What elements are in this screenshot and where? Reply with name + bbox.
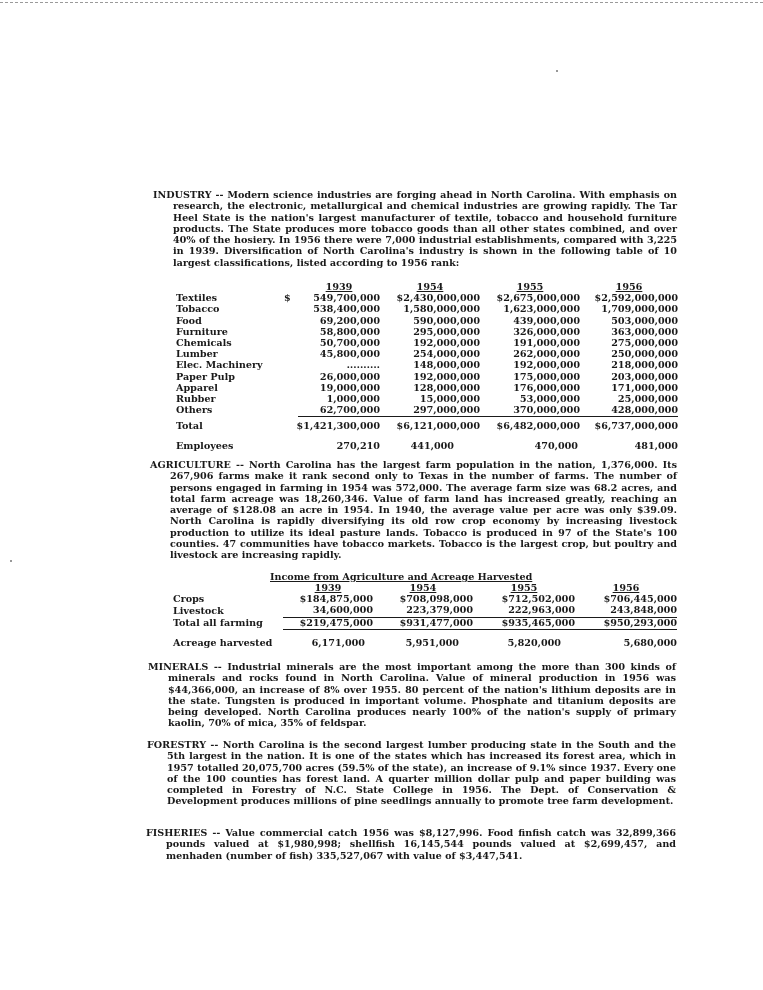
table-cell: 250,000,000 — [611, 349, 678, 361]
table-cell: 363,000,000 — [611, 326, 678, 338]
table-cell: 62,700,000 — [298, 405, 380, 417]
table-cell: 441,000 — [410, 440, 454, 452]
table-row — [173, 605, 677, 617]
table-cell: $706,445,000 — [603, 594, 677, 606]
year-header: 1954 — [409, 583, 437, 594]
table-cell: $2,675,000,000 — [496, 293, 580, 305]
table-cell: 192,000,000 — [413, 371, 480, 383]
page-speck — [10, 560, 12, 562]
row-label: Paper Pulp — [176, 371, 235, 383]
table-cell: 254,000,000 — [413, 349, 480, 361]
row-label: Chemicals — [176, 338, 232, 350]
row-label: Total all farming — [173, 617, 263, 629]
table-row — [173, 594, 677, 605]
industry-table-header — [176, 282, 678, 293]
table-row — [176, 383, 678, 394]
table-cell: 203,000,000 — [611, 371, 678, 383]
table-row — [176, 338, 678, 349]
row-label: Employees — [176, 440, 234, 452]
table-row — [176, 394, 678, 405]
table-cell: 243,848,000 — [575, 605, 677, 617]
table-cell: 192,000,000 — [413, 338, 480, 350]
industry-section — [153, 190, 677, 269]
table-cell: 223,379,000 — [373, 605, 473, 617]
table-cell: $6,737,000,000 — [594, 421, 678, 433]
row-label: Total — [176, 421, 203, 433]
fisheries-text: -- Value commercial catch 1956 was $8,127,996. Food finfish catch was 32,899,366 pounds valued at $1,980,998; shellfish 16,145,544 pounds valued at $2,699,457, and menhaden (number of fish) 335,527,067 with value of $3,447,541. — [166, 828, 676, 862]
employees-row — [176, 433, 678, 452]
row-label: Lumber — [176, 349, 218, 361]
table-cell: 297,000,000 — [380, 405, 480, 417]
forestry-text: -- North Carolina is the second largest lumber producing state in the South and the 5th largest in the nation. It is one of the states which has increased its forest area, which in 1957 totalled 20,075,700 acres (59.5% of the state), an increase of 9.1% since 1937. Every one of the 100 counties has forest land. A quarter million dollar pulp and paper building was completed in Forestry of N.C. State College in 1956. The Dept. of Conservation & Development produces millions of pine seedlings annually to promote tree farm development. — [167, 740, 676, 808]
row-label: Furniture — [176, 326, 228, 338]
table-cell: 270,210 — [336, 440, 380, 452]
year-header: 1956 — [612, 583, 640, 594]
table-cell: $931,477,000 — [373, 617, 473, 629]
table-cell: .......... — [346, 360, 380, 372]
table-row — [176, 316, 678, 327]
table-cell: 470,000 — [534, 440, 578, 452]
table-cell: 5,951,000 — [405, 637, 459, 649]
table-cell: 6,171,000 — [311, 637, 365, 649]
table-cell: 5,680,000 — [623, 637, 677, 649]
table-row — [176, 405, 678, 417]
table-cell: 175,000,000 — [513, 371, 580, 383]
table-cell: 45,800,000 — [319, 349, 380, 361]
minerals-text: -- Industrial minerals are the most important among the more than 300 kinds of minerals and rocks found in North Carolina. Value of mineral production in 1956 was $44,366,000, an increase of 8% over 1955. 80 percent of the nation's lithium deposits are in the state. Tungsten is produced in important volume. Phosphate and titanium deposits are being developed. North Carolina produces nearly 100% of the nation's supply of primary kaolin, 70% of mica, 35% of feldspar. — [168, 662, 676, 730]
year-header: 1955 — [516, 282, 544, 293]
table-cell: 19,000,000 — [319, 382, 380, 394]
industry-paragraph — [153, 190, 677, 269]
agri-table-caption: Income from Agriculture and Acreage Harvested — [270, 572, 533, 583]
table-cell: 275,000,000 — [611, 338, 678, 350]
table-cell: $712,502,000 — [501, 594, 575, 606]
table-row — [176, 349, 678, 360]
table-cell: $950,293,000 — [575, 617, 677, 629]
table-cell: 34,600,000 — [283, 605, 373, 617]
forestry-section — [147, 740, 676, 808]
table-cell: 262,000,000 — [513, 349, 580, 361]
industry-text: -- Modern science industries are forging ahead in North Carolina. With emphasis on research, the electronic, metallurgical and chemical industries are growing rapidly. The Tar Heel State is the nation's largest manufacturer of textile, tobacco and household furniture products. The State produces more tobacco goods than all other states combined, and over 40% of the hosiery. In 1956 there were 7,000 industrial establishments, compared with 3,225 in 1939. Diversification of North Carolina's industry is shown in the following table of 10 largest classifications, listed according to 1956 rank: — [173, 190, 677, 269]
forestry-paragraph — [147, 740, 676, 808]
table-cell: $708,098,000 — [399, 594, 473, 606]
agriculture-table — [173, 583, 677, 649]
row-label: Apparel — [176, 382, 218, 394]
total-row — [176, 417, 678, 433]
row-label: Tobacco — [176, 304, 220, 316]
table-cell: $2,430,000,000 — [396, 293, 480, 305]
agriculture-text: -- North Carolina has the largest farm population in the nation, 1,376,000. Its 267,906 farms make it rank second only to Texas in the number of farms. The number of persons engaged in farming in 1954 was 572,000. The average farm size was 68.2 acres, and total farm acreage was 18,260,346. Value of farm land has increased greatly, reaching an average of $128.08 an acre in 1954. In 1940, the average value per acre was only $39.09. North Carolina is rapidly diversifying its old row crop economy by increasing livestock production to utilize its ideal pasture lands. Tobacco is produced in 97 of the State's 100 counties. 47 communities have tobacco markets. Tobacco is the largest crop, but poultry and livestock are increasing rapidly. — [170, 460, 677, 562]
row-label: Others — [176, 405, 213, 417]
table-cell: 1,623,000,000 — [503, 304, 580, 316]
table-row — [176, 327, 678, 338]
table-cell: 26,000,000 — [319, 371, 380, 383]
table-cell: 15,000,000 — [419, 394, 480, 406]
table-cell: 503,000,000 — [611, 315, 678, 327]
year-header: 1939 — [314, 583, 342, 594]
table-cell: 171,000,000 — [611, 382, 678, 394]
agriculture-paragraph — [150, 460, 677, 562]
year-header: 1955 — [510, 583, 538, 594]
table-cell: 50,700,000 — [319, 338, 380, 350]
agriculture-label: AGRICULTURE — [150, 460, 231, 471]
dollar-sign: $ — [284, 293, 291, 305]
table-cell: $6,121,000,000 — [396, 421, 480, 433]
table-cell: 1,580,000,000 — [403, 304, 480, 316]
row-label: Food — [176, 315, 202, 327]
table-row — [176, 360, 678, 371]
row-label: Crops — [173, 594, 205, 606]
top-dashed-border — [0, 2, 763, 3]
table-row — [176, 293, 678, 304]
table-cell: $6,482,000,000 — [496, 421, 580, 433]
table-cell: 128,000,000 — [413, 382, 480, 394]
table-cell: 428,000,000 — [580, 405, 678, 417]
table-cell: 590,000,000 — [413, 315, 480, 327]
table-cell: 326,000,000 — [513, 326, 580, 338]
table-cell: 1,709,000,000 — [601, 304, 678, 316]
table-cell: 191,000,000 — [513, 338, 580, 350]
year-header: 1939 — [325, 282, 353, 293]
row-label: Elec. Machinery — [176, 360, 263, 372]
minerals-section — [148, 662, 676, 730]
table-cell: $184,875,000 — [299, 594, 373, 606]
fisheries-label: FISHERIES — [146, 828, 208, 839]
fisheries-section — [146, 828, 676, 862]
total-row — [173, 617, 677, 629]
agriculture-section — [150, 460, 677, 562]
table-cell: 222,963,000 — [473, 605, 575, 617]
table-cell: 439,000,000 — [513, 315, 580, 327]
table-cell: 69,200,000 — [319, 315, 380, 327]
row-label: Acreage harvested — [173, 637, 273, 649]
table-cell: 148,000,000 — [413, 360, 480, 372]
minerals-paragraph — [148, 662, 676, 730]
forestry-label: FORESTRY — [147, 740, 207, 751]
table-cell: 25,000,000 — [617, 394, 678, 406]
table-cell: $935,465,000 — [473, 617, 575, 629]
industry-table — [176, 282, 678, 452]
minerals-label: MINERALS — [148, 662, 209, 673]
page-speck — [556, 70, 558, 72]
row-label: Textiles — [176, 293, 218, 305]
table-row — [176, 372, 678, 383]
table-cell: 176,000,000 — [513, 382, 580, 394]
table-cell: 538,400,000 — [313, 304, 380, 316]
agri-table-header — [173, 583, 677, 594]
row-label: Livestock — [173, 605, 224, 617]
table-cell: $1,421,300,000 — [296, 421, 380, 433]
table-row — [176, 304, 678, 315]
table-cell: $219,475,000 — [283, 617, 373, 629]
table-cell: 5,820,000 — [507, 637, 561, 649]
industry-label: INDUSTRY — [153, 190, 212, 201]
fisheries-paragraph — [146, 828, 676, 862]
table-cell: 295,000,000 — [413, 326, 480, 338]
table-cell: 218,000,000 — [611, 360, 678, 372]
table-cell: 53,000,000 — [519, 394, 580, 406]
table-cell: 58,800,000 — [319, 326, 380, 338]
table-cell: $2,592,000,000 — [594, 293, 678, 305]
year-header: 1954 — [416, 282, 444, 293]
table-cell: 549,700,000 — [313, 293, 380, 305]
year-header: 1956 — [615, 282, 643, 293]
table-cell: 1,000,000 — [326, 394, 380, 406]
row-label: Rubber — [176, 394, 216, 406]
table-cell: 192,000,000 — [513, 360, 580, 372]
table-cell: 481,000 — [634, 440, 678, 452]
acreage-row — [173, 629, 677, 649]
table-cell: 370,000,000 — [480, 405, 580, 417]
